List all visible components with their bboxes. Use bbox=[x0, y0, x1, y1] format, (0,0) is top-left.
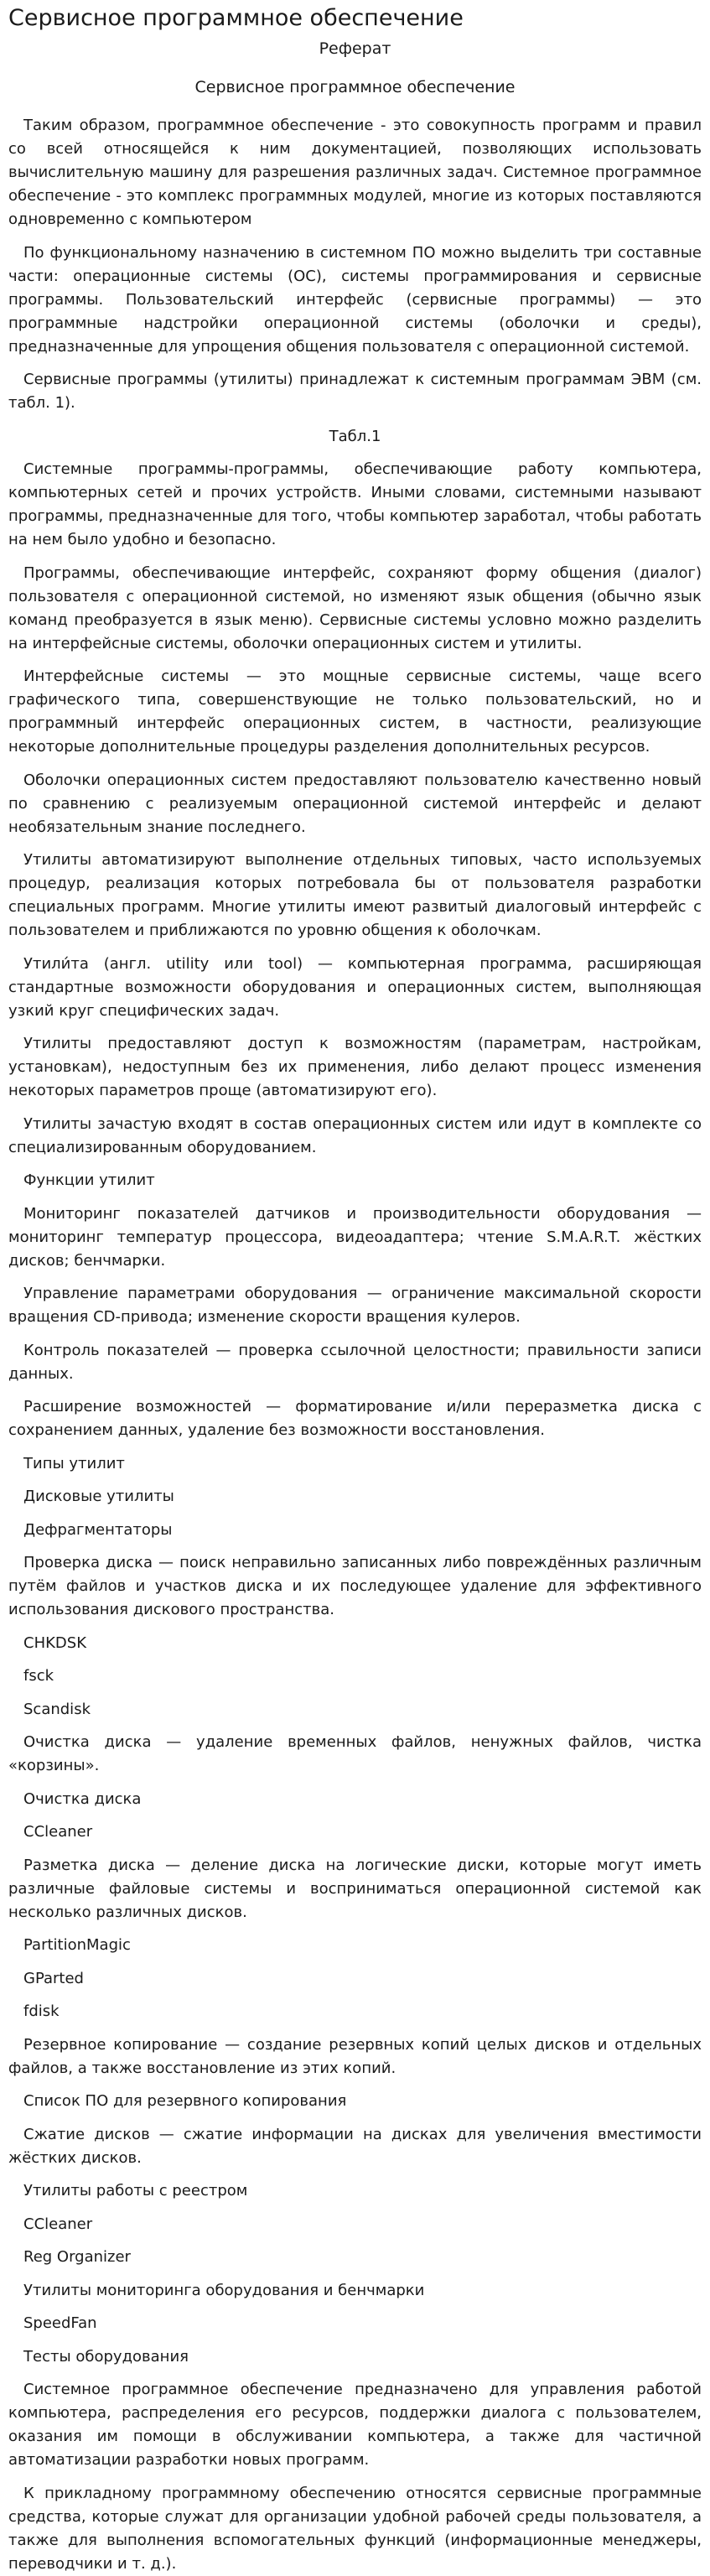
body-paragraph: Интерфейсные системы — это мощные сервисные системы, чаще всего графического типа, совершенствующие не только пользовательский, но и программный интерфейс операционных систем, в частности, реализующие некоторые дополнительные процедуры разделения дополнительных ресурсов. bbox=[8, 667, 702, 756]
body-paragraph: Утилиты мониторинга оборудования и бенчмарки bbox=[23, 2281, 425, 2299]
body-paragraph: Функции утилит bbox=[23, 1171, 155, 1189]
body-paragraph: PartitionMagic bbox=[23, 1936, 131, 1954]
body-paragraph: По функциональному назначению в системном ПО можно выделить три составные части: операционные системы (ОС), системы программирования и сервисные программы. Пользовательский интерфейс (сервисные программы) — это программные надстройки операционной системы (оболочки и среды), предназначенные для упрощения общения пользователя с операционной системой. bbox=[8, 243, 702, 356]
body-paragraph: Оболочки операционных систем предоставляют пользователю качественно новый по сравнению с реализуемым операционной системой интерфейс и делают необязательным знание последнего. bbox=[8, 771, 702, 836]
body-paragraph: fsck bbox=[23, 1667, 54, 1685]
body-paragraph: CCleaner bbox=[23, 2215, 93, 2233]
body-paragraph: Расширение возможностей — форматирование и/или переразметка диска с сохранением данных, удаление без возможности восстановления. bbox=[8, 1398, 702, 1439]
body-paragraph: Программы, обеспечивающие интерфейс, сохраняют форму общения (диалог) пользователя с операционной системой, но изменяют язык общения (обычно язык команд преобразуется в язык меню). Сервисные системы условно можно разделить на интерфейсные системы, оболочки операционных систем и утилиты. bbox=[8, 564, 702, 652]
body-paragraph: CCleaner bbox=[23, 1823, 93, 1841]
body-paragraph: Системные программы-программы, обеспечивающие работу компьютера, компьютерных сетей и прочих устройств. Иными словами, системными называют программы, предназначенные для того, чтобы компьютер заработал, чтобы работать на нем было удобно и безопасно. bbox=[8, 460, 702, 548]
body-paragraph: Управление параметрами оборудования — ограничение максимальной скорости вращения CD-привода; изменение скорости вращения кулеров. bbox=[8, 1285, 702, 1326]
body-paragraph: К прикладному программному обеспечению относятся сервисные программные средства, которые служат для организации удобной рабочей среды пользователя, а также для выполнения вспомогательных функций (информационные менеджеры, переводчики и т. д.). bbox=[8, 2484, 702, 2573]
document-body bbox=[8, 114, 702, 2576]
body-paragraph: Scandisk bbox=[23, 1700, 91, 1718]
body-paragraph: Утилиты автоматизируют выполнение отдельных типовых, часто используемых процедур, реализация которых потребовала бы от пользователя разработки специальных программ. Многие утилиты имеют развитый диалоговый интерфейс с пользователем и приближаются по уровню общения к оболочкам. bbox=[8, 851, 702, 939]
body-paragraph: Очистка диска bbox=[23, 1789, 142, 1808]
body-paragraph: Проверка диска — поиск неправильно записанных либо повреждённых различным путём файлов и участков диска и их последующее удаление для эффективного использования дискового пространства. bbox=[8, 1554, 702, 1618]
body-paragraph: GParted bbox=[23, 1969, 84, 1987]
body-paragraph: SpeedFan bbox=[23, 2314, 97, 2332]
body-paragraph: Утилиты работы с реестром bbox=[23, 2182, 248, 2199]
body-paragraph: Дефрагментаторы bbox=[23, 1520, 173, 1539]
body-paragraph: Очистка диска — удаление временных файлов, ненужных файлов, чистка «корзины». bbox=[8, 1733, 702, 1774]
body-paragraph: Список ПО для резервного копирования bbox=[23, 2092, 347, 2110]
body-paragraph: Утилиты предоставляют доступ к возможностям (параметрам, настройкам, установкам), недоступным без их применения, либо делают процесс изменения некоторых параметров проще (автоматизируют его). bbox=[8, 1035, 702, 1099]
body-paragraph: Утили́та (англ. utility или tool) — компьютерная программа, расширяющая стандартные возможности оборудования и операционных систем, выполняющая узкий круг специфических задач. bbox=[8, 954, 702, 1020]
body-paragraph: Reg Organizer bbox=[23, 2248, 131, 2266]
body-paragraph: Мониторинг показателей датчиков и производительности оборудования — мониторинг температур процессора, видеоадаптера; чтение S.M.A.R.T. жёстких дисков; бенчмарки. bbox=[8, 1204, 702, 1270]
body-paragraph: Разметка диска — деление диска на логические диски, которые могут иметь различные файловые системы и восприниматься операционной системой как несколько различных дисков. bbox=[8, 1856, 702, 1921]
body-paragraph: Дисковые утилиты bbox=[23, 1488, 174, 1505]
body-paragraph: Сжатие дисков — сжатие информации на дисках для увеличения вместимости жёстких дисков. bbox=[8, 2125, 702, 2167]
document-title: Сервисное программное обеспечение bbox=[8, 5, 464, 31]
body-paragraph: Таким образом, программное обеспечение - это совокупность программ и правил со всей относящейся к ним документацией, позволяющих использовать вычислительную машину для разрешения различных задач. Системное программное обеспечение - это комплекс программных модулей, многие из которых поставляются одновременно с компьютером bbox=[8, 117, 702, 228]
body-paragraph: Тесты оборудования bbox=[23, 2347, 189, 2366]
body-paragraph: Типы утилит bbox=[23, 1454, 125, 1472]
body-paragraph: Утилиты зачастую входят в состав операционных систем или идут в комплекте со специализированным оборудованием. bbox=[8, 1114, 702, 1156]
body-paragraph: fdisk bbox=[23, 2002, 60, 2020]
body-paragraph: Контроль показателей — проверка ссылочной целостности; правильности записи данных. bbox=[8, 1341, 702, 1383]
table-caption: Табл.1 bbox=[329, 427, 381, 445]
body-paragraph: Системное программное обеспечение предназначено для управления работой компьютера, распределения его ресурсов, поддержки диалога с пользователем, оказания им помощи в обслуживании компьютера, а также для частичной автоматизации разработки новых программ. bbox=[8, 2381, 702, 2469]
body-paragraph: CHKDSK bbox=[23, 1633, 86, 1652]
document-heading: Сервисное программное обеспечение bbox=[194, 78, 516, 96]
document-subtitle: Реферат bbox=[319, 39, 391, 58]
body-paragraph: Резервное копирование — создание резервных копий целых дисков и отдельных файлов, а также восстановление из этих копий. bbox=[8, 2035, 702, 2077]
body-paragraph: Сервисные программы (утилиты) принадлежат к системным программам ЭВМ (см. табл. 1). bbox=[8, 371, 702, 412]
